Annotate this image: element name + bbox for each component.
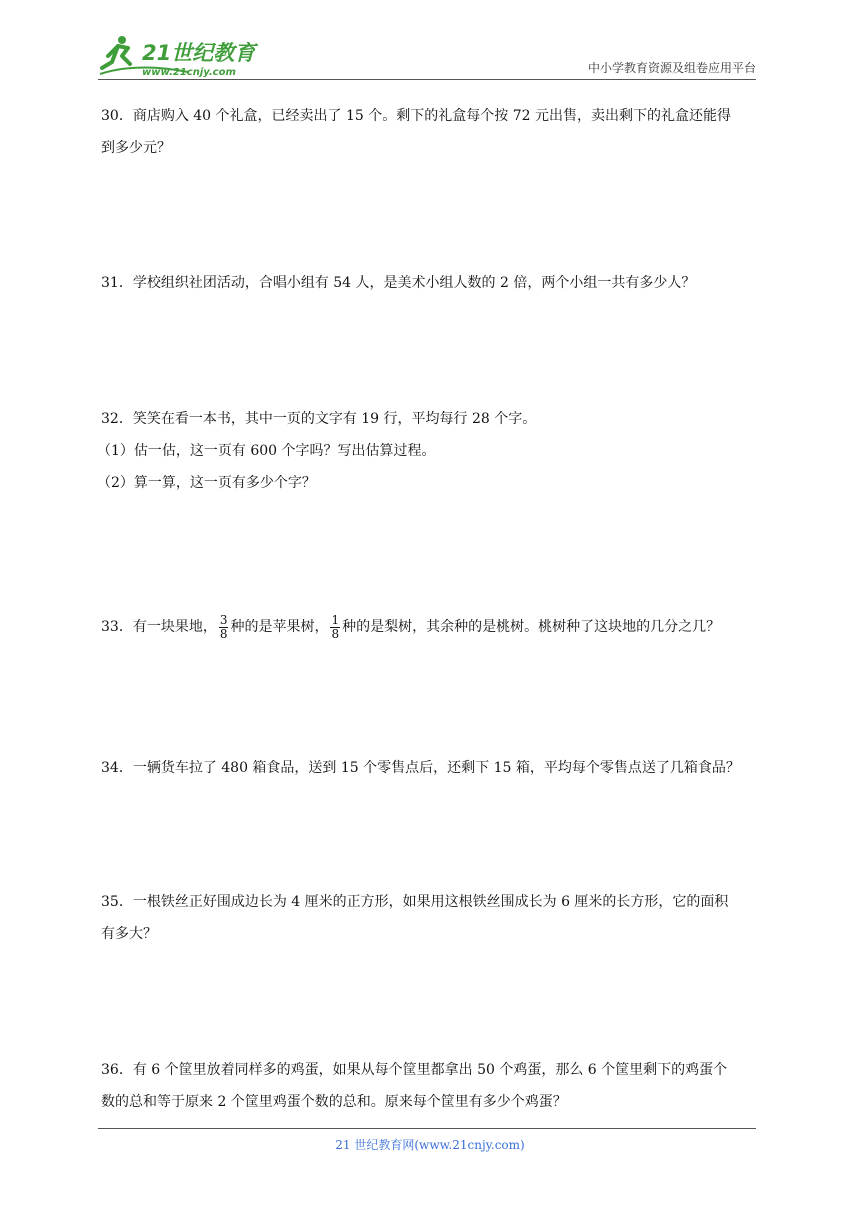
question-33-text xyxy=(101,611,761,643)
question-35 xyxy=(101,886,761,950)
question-32-sub2: （2）算一算，这一页有多少个字？ xyxy=(97,475,316,491)
footer-divider xyxy=(98,1128,756,1129)
question-33-part3: 种的是梨树，其余种的是桃树。桃树种了这块地的几分之几？ xyxy=(342,619,721,635)
question-36-line1: 36．有 6 个筐里放着同样多的鸡蛋，如果从每个筐里都拿出 50 个鸡蛋，那么 6 个筐里剩下的鸡蛋个 xyxy=(101,1062,728,1078)
question-34 xyxy=(101,752,761,784)
question-33-part1: 33．有一块果地， xyxy=(101,619,217,635)
question-31 xyxy=(101,267,761,299)
question-35-line1: 35．一根铁丝正好围成边长为 4 厘米的正方形，如果用这根铁丝围成长为 6 厘米的长方形，它的面积 xyxy=(101,894,729,910)
question-35-line2: 有多大？ xyxy=(101,926,157,942)
page-header xyxy=(98,30,756,80)
question-32-stem: 32．笑笑在看一本书，其中一页的文字有 19 行，平均每行 28 个字。 xyxy=(101,411,537,427)
fraction-1-numerator: 3 xyxy=(219,612,228,627)
question-33 xyxy=(101,611,761,643)
site-logo xyxy=(98,34,273,78)
question-32 xyxy=(97,403,761,499)
question-30 xyxy=(101,100,761,164)
header-divider xyxy=(98,79,756,80)
fraction-2-denominator: 8 xyxy=(331,626,340,641)
question-36 xyxy=(101,1054,761,1118)
fraction-1-denominator: 8 xyxy=(219,626,228,641)
fraction-three-eighths xyxy=(219,614,229,641)
question-33-part2: 种的是苹果树， xyxy=(230,619,329,635)
runner-logo-icon xyxy=(98,34,273,78)
question-34-text: 34．一辆货车拉了 480 箱食品，送到 15 个零售点后，还剩下 15 箱，平均每个零售点送了几箱食品？ xyxy=(101,760,740,776)
question-30-line1: 30．商店购入 40 个礼盒，已经卖出了 15 个。剩下的礼盒每个按 72 元出售，卖出剩下的礼盒还能得 xyxy=(101,108,731,124)
question-32-sub1: （1）估一估，这一页有 600 个字吗？写出估算过程。 xyxy=(97,443,436,459)
question-30-line2: 到多少元？ xyxy=(101,140,171,156)
fraction-one-eighth xyxy=(330,614,340,641)
question-31-text: 31．学校组织社团活动，合唱小组有 54 人，是美术小组人数的 2 倍，两个小组一共有多少人？ xyxy=(101,275,696,291)
platform-label: 中小学教育资源及组卷应用平台 xyxy=(587,61,756,75)
question-36-line2: 数的总和等于原来 2 个筐里鸡蛋个数的总和。原来每个筐里有多少个鸡蛋？ xyxy=(101,1094,567,1110)
svg-text:www.21cnjy.com: www.21cnjy.com xyxy=(142,67,236,78)
svg-text:21世纪教育: 21世纪教育 xyxy=(142,41,256,65)
fraction-2-numerator: 1 xyxy=(331,612,340,627)
footer-link[interactable]: 21 世纪教育网(www.21cnjy.com) xyxy=(335,1138,525,1152)
